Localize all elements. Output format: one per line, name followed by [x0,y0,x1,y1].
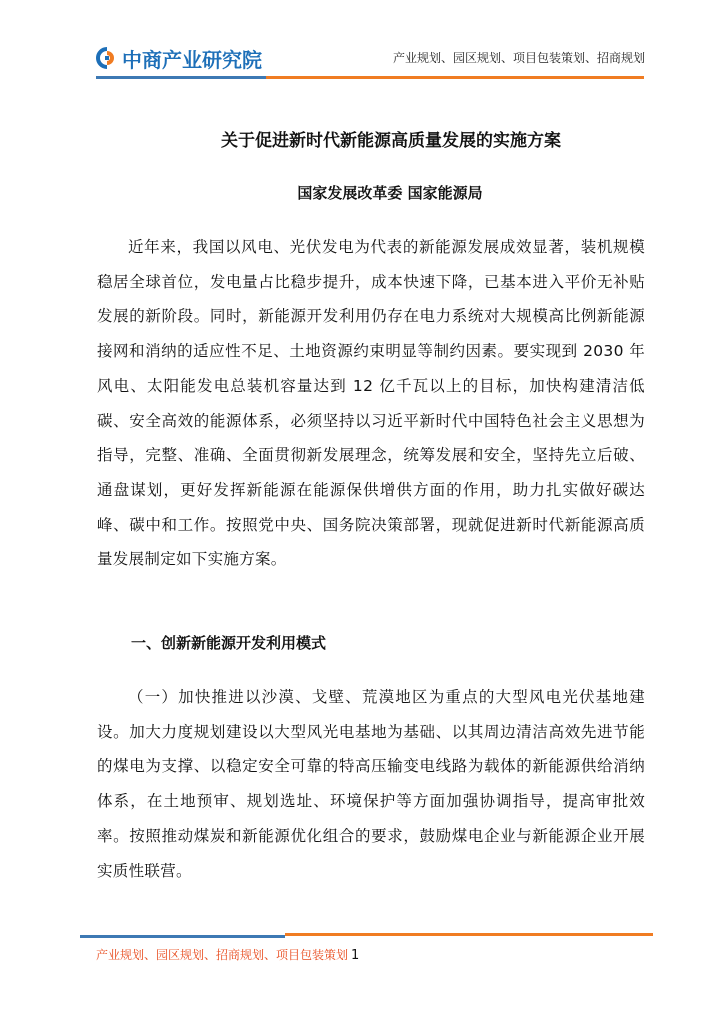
document-authors: 国家发展改革委 国家能源局 [297,184,483,202]
intro-paragraph: 近年来，我国以风电、光伏发电为代表的新能源发展成效显著，装机规模稳居全球首位，发电量占比稳步提升，成本快速下降，已基本进入平价无补贴发展的新阶段。同时，新能源开发利用仍存在电力系统对大规模高比例新能源接网和消纳的适应性不足、土地资源约束明显等制约因素。要实现到 2030 年风电、太阳能发电总装机容量达到 12 亿千瓦以上的目标，加快构建清洁低碳、安全高效的能源体系，必须坚持以习近平新时代中国特色社会主义思想为指导，完整、准确、全面贯彻新发展理念，统筹发展和安全，坚持先立后破、通盘谋划，更好发挥新能源在能源保供增供方面的作用，助力扎实做好碳达峰、碳中和工作。按照党中央、国务院决策部署，现就促进新时代新能源高质量发展制定如下实施方案。 [97,238,645,569]
section-heading: 一、创新新能源开发利用模式 [131,634,327,652]
page-header [0,0,724,90]
header-divider-blue [96,76,266,79]
brand-logo-icon [96,47,118,69]
section-paragraph: （一）加快推进以沙漠、戈壁、荒漠地区为重点的大型风电光伏基地建设。加大力度规划建设以大型风光电基地为基础、以其周边清洁高效先进节能的煤电为支撑、以稳定安全可靠的特高压输变电线路为载体的新能源供给消纳体系，在土地预审、规划选址、环境保护等方面加强协调指导，提高审批效率。按照推动煤炭和新能源优化组合的要求，鼓励煤电企业与新能源企业开展实质性联营。 [97,688,645,880]
page-footer [96,946,359,963]
header-slogan: 产业规划、园区规划、项目包装策划、招商规划 [392,51,645,65]
header-divider-orange [266,76,644,79]
footer-slogan: 产业规划、园区规划、招商规划、项目包装策划 [96,948,349,962]
page-number: 1 [351,948,360,963]
footer-divider-blue [80,935,285,938]
brand-name: 中商产业研究院 [122,47,262,72]
document-title: 关于促进新时代新能源高质量发展的实施方案 [221,131,561,151]
footer-divider-orange [285,933,653,936]
brand-logo [96,44,262,72]
